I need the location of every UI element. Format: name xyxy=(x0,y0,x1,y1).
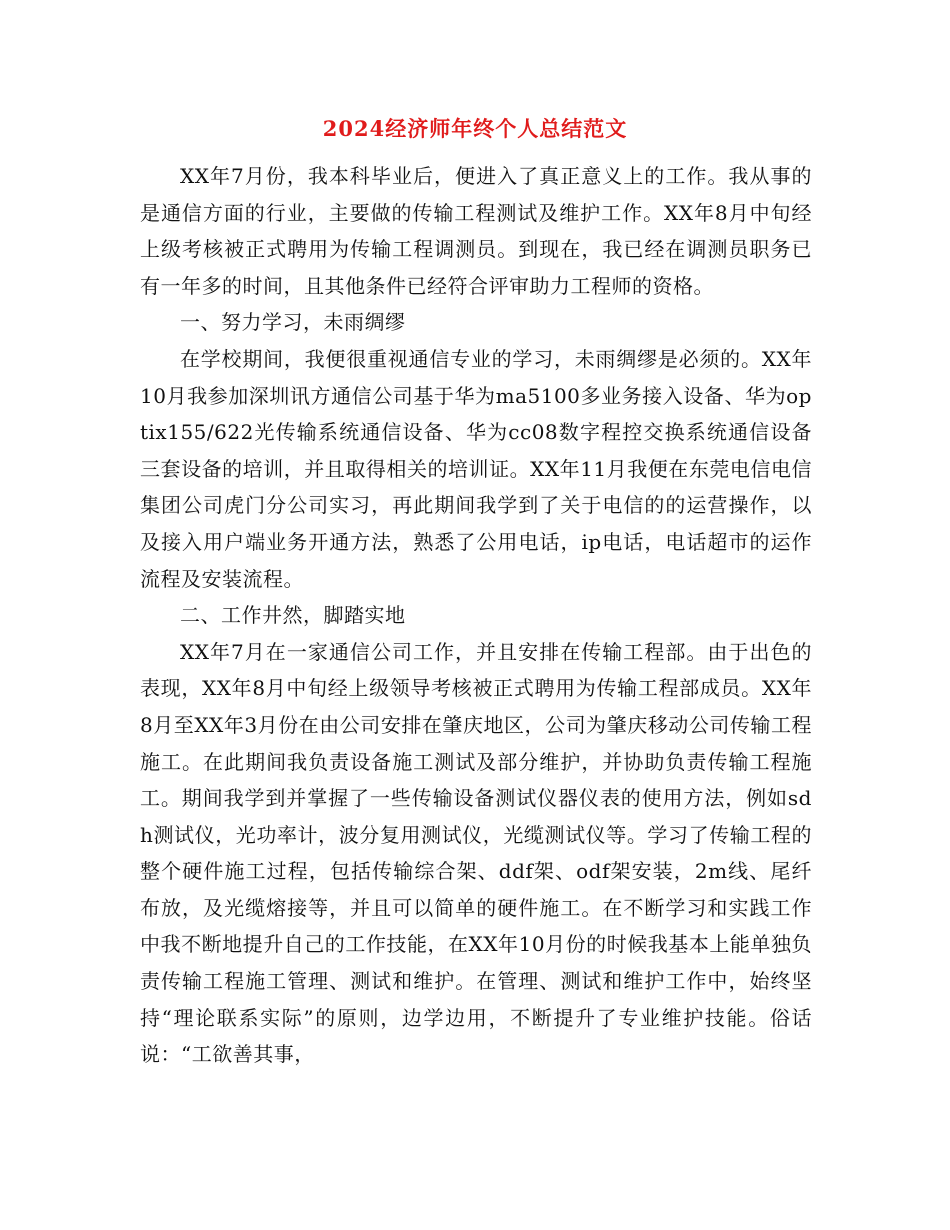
paragraph-work: XX年7月在一家通信公司工作，并且安排在传输工程部。由于出色的表现，XX年8月中旬经上级领导考核被正式聘用为传输工程部成员。XX年8月至XX年3月份在由公司安排在肇庆地区，公司为肇庆移动公司传输工程施工。在此期间我负责设备施工测试及部分维护，并协助负责传输工程施工。期间我学到并掌握了一些传输设备测试仪器仪表的使用方法，例如sdh测试仪，光功率计，波分复用测试仪，光缆测试仪等。学习了传输工程的整个硬件施工过程，包括传输综合架、ddf架、odf架安装，2m线、尾纤布放，及光缆熔接等，并且可以简单的硬件施工。在不断学习和实践工作中我不断地提升自己的工作技能，在XX年10月份的时候我基本上能单独负责传输工程施工管理、测试和维护。在管理、测试和维护工作中，始终坚持“理论联系实际”的原则，边学边用，不断提升了专业维护技能。俗话说：“工欲善其事， xyxy=(140,639,812,1067)
document-title: 2024经济师年终个人总结范文 xyxy=(322,116,628,141)
paragraph-intro: XX年7月份，我本科毕业后，便进入了真正意义上的工作。我从事的是通信方面的行业，主要做的传输工程测试及维护工作。XX年8月中旬经上级考核被正式聘用为传输工程调测员。到现在，我已经在调测员职务已有一年多的时间，且其他条件已经符合评审助力工程师的资格。 xyxy=(140,164,812,298)
paragraph-study: 在学校期间，我便很重视通信专业的学习，未雨绸缪是必须的。XX年10月我参加深圳讯方通信公司基于华为ma5100多业务接入设备、华为optix155/622光传输系统通信设备、华为cc08数字程控交换系统通信设备三套设备的培训，并且取得相关的培训证。XX年11月我便在东莞电信电信集团公司虎门分公司实习，再此期间我学到了关于电信的的运营操作，以及接入用户端业务开通方法，熟悉了公用电话，ip电话，电话超市的运作流程及安装流程。 xyxy=(140,346,812,591)
document-body xyxy=(140,158,812,1073)
section-heading-2: 二、工作井然，脚踏实地 xyxy=(180,603,406,628)
section-heading-1: 一、努力学习，未雨绸缪 xyxy=(180,310,406,335)
